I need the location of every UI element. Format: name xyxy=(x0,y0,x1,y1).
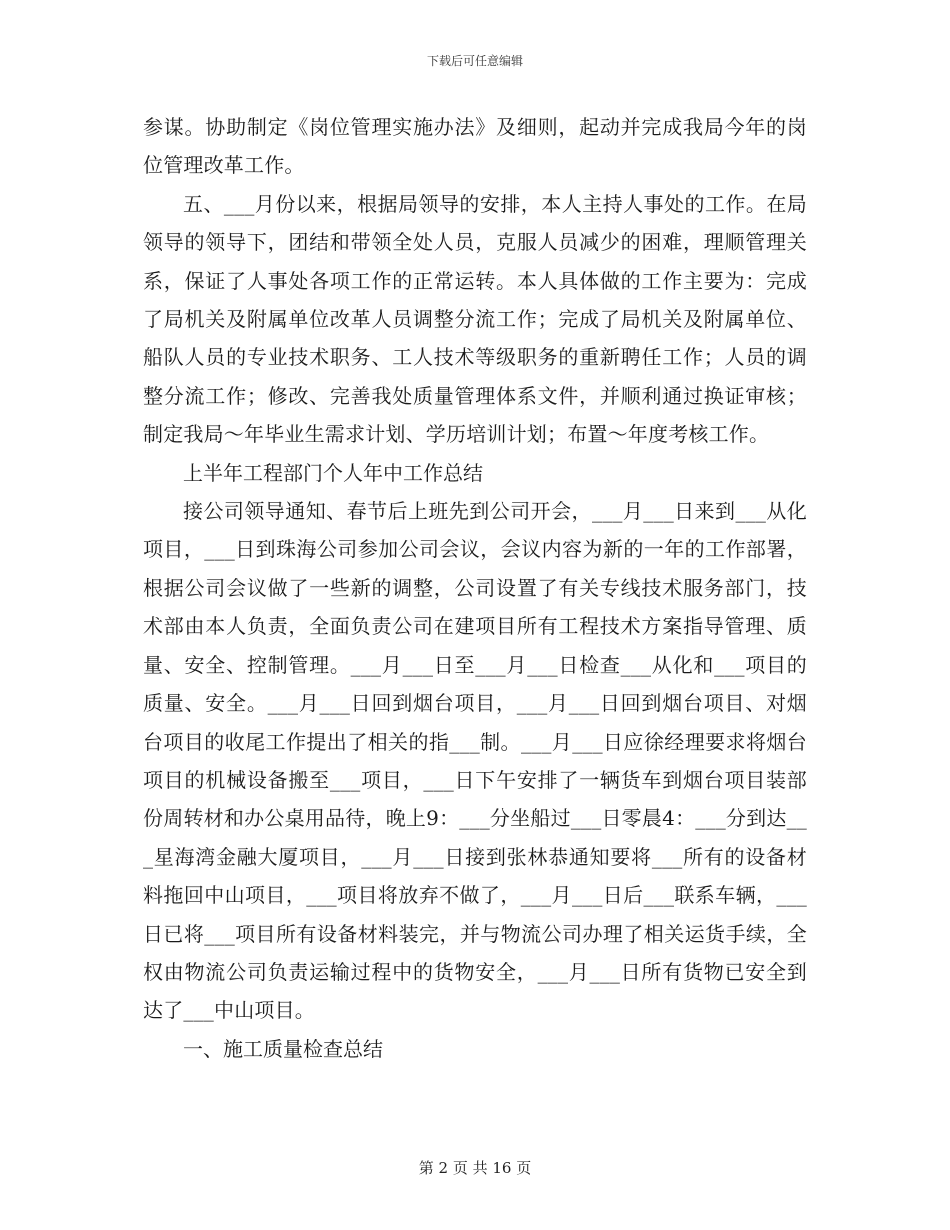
document-body xyxy=(143,108,807,1068)
section-title: 上半年工程部门个人年中工作总结 xyxy=(183,460,483,485)
paragraph-section-five: 五、___月份以来，根据局领导的安排，本人主持人事处的工作。在局领导的领导下，团结和带领全处人员，克服人员减少的困难，理顺管理关系，保证了人事处各项工作的正常运转。本人具体做的工作主要为：完成了局机关及附属单位改革人员调整分流工作；完成了局机关及附属单位、船队人员的专业技术职务、工人技术等级职务的重新聘任工作；人员的调整分流工作；修改、完善我处质量管理体系文件，并顺利通过换证审核；制定我局～年毕业生需求计划、学历培训计划；布置～年度考核工作。 xyxy=(143,191,807,447)
paragraph-summary: 接公司领导通知、春节后上班先到公司开会，___月___日来到___从化项目，___日到珠海公司参加公司会议，会议内容为新的一年的工作部署，根据公司会议做了一些新的调整，公司设置了有关专线技术服务部门，技术部由本人负责，全面负责公司在建项目所有工程技术方案指导管理、质量、安全、控制管理。___月___日至___月___日检查___从化和___项目的质量、安全。___月___日回到烟台项目，___月___日回到烟台项目、对烟台项目的收尾工作提出了相关的指___制。___月___日应徐经理要求将烟台项目的机械设备搬至___项目，___日下午安排了一辆货车到烟台项目装部份周转材和办公桌用品待，晚上9：___分坐船过___日零晨4：___分到达___星海湾金融大厦项目，___月___日接到张林恭通知要将___所有的设备材料拖回中山项目，___项目将放弃不做了，___月___日后___联系车辆，___日已将___项目所有设备材料装完，并与物流公司办理了相关运货手续，全权由物流公司负责运输过程中的货物安全，___月___日所有货物已安全到达了___中山项目。 xyxy=(143,499,807,1023)
page-header-note: 下载后可任意编辑 xyxy=(426,54,523,68)
paragraph-continuation: 参谋。协助制定《岗位管理实施办法》及细则，起动并完成我局今年的岗位管理改革工作。 xyxy=(143,115,807,178)
page-number: 第 2 页 共 16 页 xyxy=(418,1159,532,1177)
subsection-title: 一、施工质量检查总结 xyxy=(183,1036,383,1061)
